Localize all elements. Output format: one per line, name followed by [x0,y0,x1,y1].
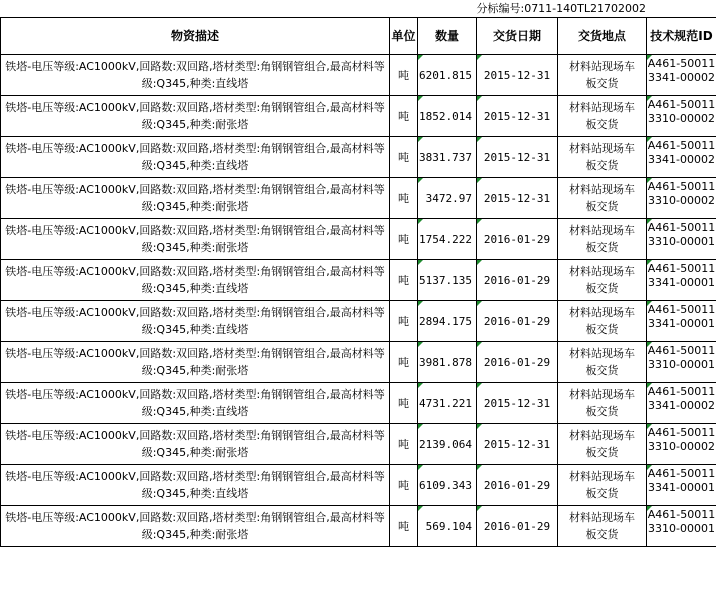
date-cell[interactable]: 2016-01-29 [477,301,558,342]
qty-cell[interactable]: 6109.343 [418,465,477,506]
place-cell[interactable]: 材料站现场车板交货 [558,219,647,260]
table-row [1,137,716,178]
desc-cell[interactable]: 铁塔-电压等级:AC1000kV,回路数:双回路,塔材类型:角钢钢管组合,最高材料等级:Q345,种类:耐张塔 [1,342,390,383]
table-row [1,260,716,301]
unit-cell[interactable]: 吨 [390,342,418,383]
tech-id-cell[interactable] [647,55,716,96]
tech-id-cell[interactable] [647,96,716,137]
tech-id-cell[interactable] [647,424,716,465]
place-cell[interactable]: 材料站现场车板交货 [558,424,647,465]
unit-cell[interactable]: 吨 [390,178,418,219]
tech-id-text: A461-500113310-00001 [647,344,716,371]
qty-cell[interactable]: 3981.878 [418,342,477,383]
table-row [1,55,716,96]
qty-cell[interactable]: 2139.064 [418,424,477,465]
tech-id-cell[interactable] [647,137,716,178]
header-qty[interactable]: 数量 [418,18,477,55]
desc-cell[interactable]: 铁塔-电压等级:AC1000kV,回路数:双回路,塔材类型:角钢钢管组合,最高材料等级:Q345,种类:耐张塔 [1,506,390,547]
table-row [1,219,716,260]
date-cell[interactable]: 2016-01-29 [477,465,558,506]
date-cell[interactable]: 2016-01-29 [477,342,558,383]
desc-cell[interactable]: 铁塔-电压等级:AC1000kV,回路数:双回路,塔材类型:角钢钢管组合,最高材料等级:Q345,种类:耐张塔 [1,424,390,465]
tech-id-cell[interactable] [647,506,716,547]
unit-cell[interactable]: 吨 [390,383,418,424]
tech-id-text: A461-500113341-00001 [647,467,716,494]
unit-cell[interactable]: 吨 [390,55,418,96]
header-place[interactable]: 交货地点 [558,18,647,55]
tech-id-text: A461-500113341-00002 [647,139,716,166]
place-cell[interactable]: 材料站现场车板交货 [558,465,647,506]
unit-cell[interactable]: 吨 [390,424,418,465]
unit-cell[interactable]: 吨 [390,465,418,506]
qty-cell[interactable]: 4731.221 [418,383,477,424]
desc-cell[interactable]: 铁塔-电压等级:AC1000kV,回路数:双回路,塔材类型:角钢钢管组合,最高材料等级:Q345,种类:直线塔 [1,260,390,301]
table-header-row [1,18,716,55]
tech-id-text: A461-500113341-00002 [647,385,716,412]
place-cell[interactable]: 材料站现场车板交货 [558,137,647,178]
unit-cell[interactable]: 吨 [390,219,418,260]
place-cell[interactable]: 材料站现场车板交货 [558,342,647,383]
tech-id-text: A461-500113310-00002 [647,426,716,453]
qty-cell[interactable]: 5137.135 [418,260,477,301]
header-date[interactable]: 交货日期 [477,18,558,55]
qty-cell[interactable]: 3472.97 [418,178,477,219]
tech-id-cell[interactable] [647,342,716,383]
unit-cell[interactable]: 吨 [390,301,418,342]
qty-cell[interactable]: 1852.014 [418,96,477,137]
place-cell[interactable]: 材料站现场车板交货 [558,506,647,547]
table-row [1,178,716,219]
tech-id-text: A461-500113341-00001 [647,303,716,330]
date-cell[interactable]: 2016-01-29 [477,506,558,547]
desc-cell[interactable]: 铁塔-电压等级:AC1000kV,回路数:双回路,塔材类型:角钢钢管组合,最高材料等级:Q345,种类:耐张塔 [1,178,390,219]
desc-cell[interactable]: 铁塔-电压等级:AC1000kV,回路数:双回路,塔材类型:角钢钢管组合,最高材料等级:Q345,种类:耐张塔 [1,219,390,260]
desc-cell[interactable]: 铁塔-电压等级:AC1000kV,回路数:双回路,塔材类型:角钢钢管组合,最高材料等级:Q345,种类:直线塔 [1,465,390,506]
place-cell[interactable]: 材料站现场车板交货 [558,260,647,301]
table-row [1,301,716,342]
header-desc[interactable]: 物资描述 [1,18,390,55]
tech-id-cell[interactable] [647,178,716,219]
header-tech-id[interactable]: 技术规范ID [647,18,716,55]
date-cell[interactable]: 2015-12-31 [477,96,558,137]
unit-cell[interactable]: 吨 [390,506,418,547]
qty-cell[interactable]: 6201.815 [418,55,477,96]
place-cell[interactable]: 材料站现场车板交货 [558,301,647,342]
tech-id-text: A461-500113310-00002 [647,180,716,207]
qty-cell[interactable]: 1754.222 [418,219,477,260]
place-cell[interactable]: 材料站现场车板交货 [558,96,647,137]
unit-cell[interactable]: 吨 [390,96,418,137]
date-cell[interactable]: 2015-12-31 [477,424,558,465]
table-row [1,465,716,506]
table-row [1,506,716,547]
tech-id-cell[interactable] [647,260,716,301]
unit-cell[interactable]: 吨 [390,260,418,301]
date-cell[interactable]: 2016-01-29 [477,219,558,260]
table-row [1,383,716,424]
tech-id-text: A461-500113310-00002 [647,98,716,125]
unit-cell[interactable]: 吨 [390,137,418,178]
tech-id-text: A461-500113310-00001 [647,508,716,535]
tech-id-cell[interactable] [647,465,716,506]
qty-cell[interactable]: 3831.737 [418,137,477,178]
tech-id-cell[interactable] [647,301,716,342]
place-cell[interactable]: 材料站现场车板交货 [558,178,647,219]
materials-table [0,17,716,547]
date-cell[interactable]: 2016-01-29 [477,260,558,301]
qty-cell[interactable]: 2894.175 [418,301,477,342]
tech-id-text: A461-500113341-00001 [647,262,716,289]
tech-id-cell[interactable] [647,219,716,260]
table-row [1,342,716,383]
table-row [1,96,716,137]
desc-cell[interactable]: 铁塔-电压等级:AC1000kV,回路数:双回路,塔材类型:角钢钢管组合,最高材料等级:Q345,种类:直线塔 [1,383,390,424]
desc-cell[interactable]: 铁塔-电压等级:AC1000kV,回路数:双回路,塔材类型:角钢钢管组合,最高材料等级:Q345,种类:直线塔 [1,137,390,178]
tech-id-text: A461-500113341-00002 [647,57,716,84]
desc-cell[interactable]: 铁塔-电压等级:AC1000kV,回路数:双回路,塔材类型:角钢钢管组合,最高材料等级:Q345,种类:耐张塔 [1,96,390,137]
date-cell[interactable]: 2015-12-31 [477,178,558,219]
place-cell[interactable]: 材料站现场车板交货 [558,55,647,96]
place-cell[interactable]: 材料站现场车板交货 [558,383,647,424]
date-cell[interactable]: 2015-12-31 [477,137,558,178]
lot-number: 分标编号:0711-140TL21702002 [476,2,646,15]
tech-id-cell[interactable] [647,383,716,424]
header-unit[interactable]: 单位 [390,18,418,55]
qty-cell[interactable]: 569.104 [418,506,477,547]
desc-cell[interactable]: 铁塔-电压等级:AC1000kV,回路数:双回路,塔材类型:角钢钢管组合,最高材料等级:Q345,种类:直线塔 [1,55,390,96]
desc-cell[interactable]: 铁塔-电压等级:AC1000kV,回路数:双回路,塔材类型:角钢钢管组合,最高材料等级:Q345,种类:直线塔 [1,301,390,342]
table-row [1,424,716,465]
date-cell[interactable]: 2015-12-31 [477,383,558,424]
tech-id-text: A461-500113310-00001 [647,221,716,248]
date-cell[interactable]: 2015-12-31 [477,55,558,96]
